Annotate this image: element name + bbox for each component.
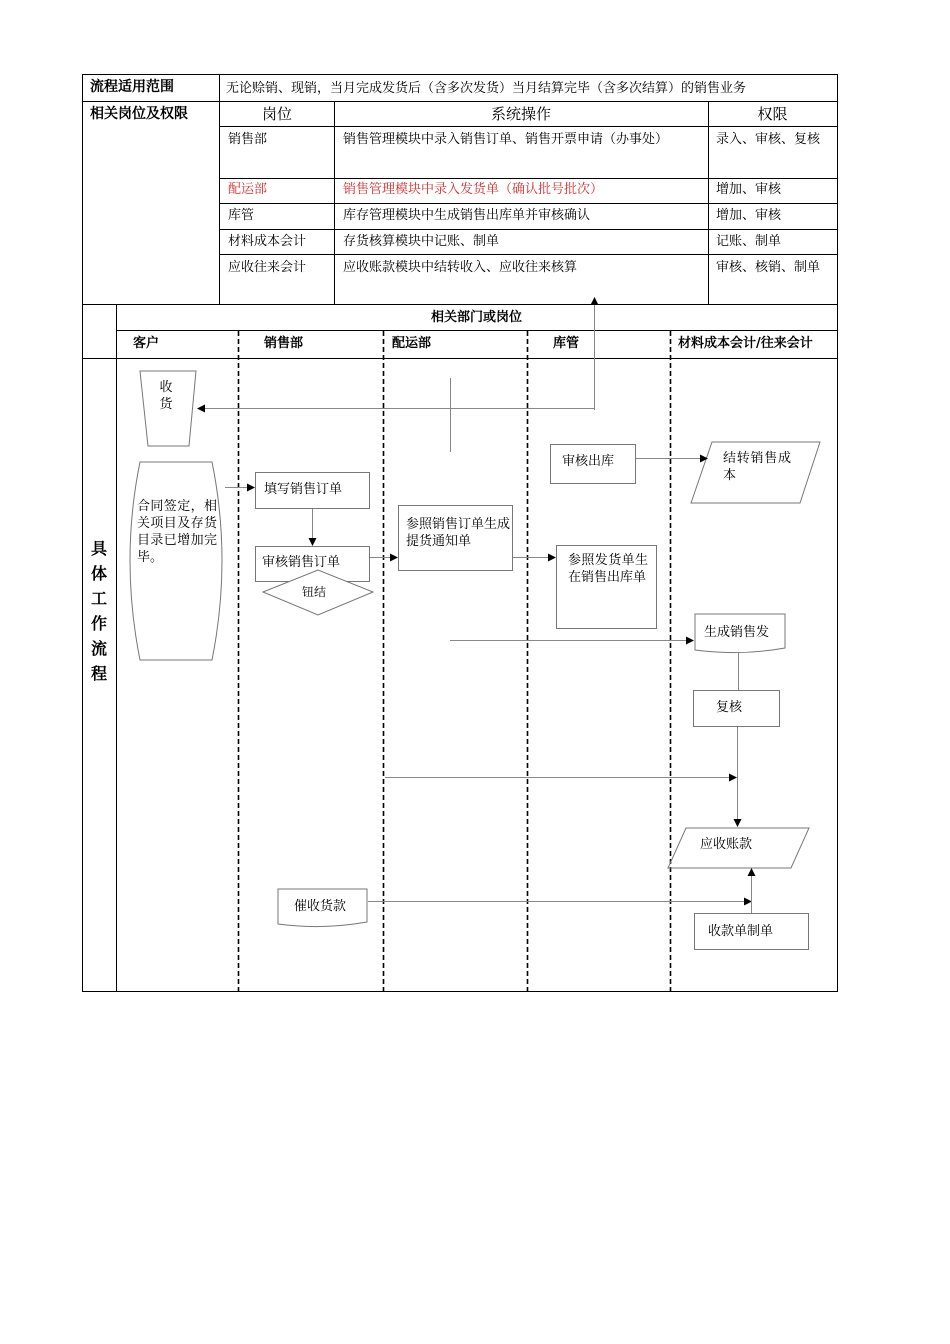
node-close: 钮结 <box>302 585 327 599</box>
role-row-permission: 增加、审核 <box>716 208 782 223</box>
node-review-order: 审核销售订单 <box>262 555 341 570</box>
lane-warehouse: 库管 <box>553 336 580 351</box>
lane-accounting: 材料成本会计/往来会计 <box>678 336 813 351</box>
node-collect: 催收货款 <box>294 899 347 914</box>
role-row-permission: 增加、审核 <box>716 182 782 197</box>
scope-value: 无论赊销、现销，当月完成发货后（含多次发货）当月结算完毕（含多次结算）的销售业务 <box>226 81 747 96</box>
flow-title-text: 具体工作流程 <box>91 539 108 683</box>
dept-header: 相关部门或岗位 <box>430 310 522 325</box>
role-row-permission: 审核、核销、制单 <box>716 260 821 275</box>
role-row-position: 库管 <box>228 208 255 223</box>
node-receive-goods: 收货 <box>159 380 173 412</box>
node-receivable: 应收账款 <box>700 837 753 852</box>
role-row-operation: 销售管理模块中录入销售订单、销售开票申请（办事处） <box>343 132 669 147</box>
node-review-outbound: 审核出库 <box>562 454 615 469</box>
col-header-position: 岗位 <box>261 105 292 123</box>
node-gen-invoice: 生成销售发 <box>704 625 770 640</box>
node-carry-cost: 结转销售成本 <box>723 451 791 483</box>
node-recheck: 复核 <box>716 700 743 715</box>
col-header-permission: 权限 <box>757 105 788 123</box>
role-row-position: 材料成本会计 <box>228 234 307 249</box>
roles-label: 相关岗位及权限 <box>90 106 188 122</box>
node-fill-order: 填写销售订单 <box>264 482 343 497</box>
role-row-operation: 应收账款模块中结转收入、应收往来核算 <box>343 260 578 275</box>
lane-customer: 客户 <box>133 336 160 351</box>
lane-sales: 销售部 <box>264 336 304 351</box>
role-row-position: 配运部 <box>228 182 268 197</box>
node-contract: 合同签定，相关项目及存货目录已增加完毕。 <box>137 499 217 565</box>
col-header-operation: 系统操作 <box>490 105 551 123</box>
role-row-permission: 录入、审核、复核 <box>716 132 821 147</box>
lane-logistics: 配运部 <box>392 336 432 351</box>
role-row-position: 应收往来会计 <box>228 260 307 275</box>
role-row-operation: 销售管理模块中录入发货单（确认批号批次） <box>343 182 604 197</box>
role-row-permission: 记账、制单 <box>716 234 782 249</box>
role-row-operation: 存货核算模块中记账、制单 <box>343 234 500 249</box>
role-row-operation: 库存管理模块中生成销售出库单并审核确认 <box>343 208 591 223</box>
node-delivery-notice: 参照销售订单生成提货通知单 <box>406 517 511 549</box>
role-row-position: 销售部 <box>228 132 268 147</box>
scope-label: 流程适用范围 <box>90 79 174 95</box>
node-receipt: 收款单制单 <box>708 924 774 939</box>
node-outbound-doc: 参照发货单生在销售出库单 <box>568 553 648 585</box>
